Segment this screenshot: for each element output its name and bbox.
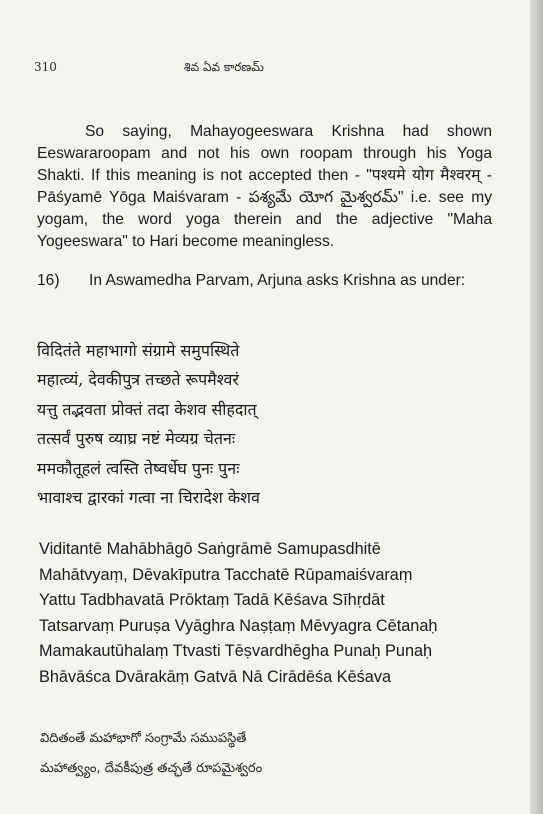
page-edge bbox=[530, 0, 543, 814]
paragraph-16 bbox=[37, 270, 492, 292]
telugu-line: మహాత్వ్యం, దేవకీపుత్ర తచ్ఛతే రూపమైశ్వరం bbox=[40, 761, 263, 776]
running-title: శివ ఏవ కారణమ్ bbox=[184, 60, 264, 74]
paragraph-intro: So saying, Mahayogeeswara Krishna had shown Eeswararoopam and not his own roopam through his Yoga Shakti. If this meaning is not accepted then - "पश्यमे योग मैश्वरम् - Pāśyamē Yōga Maiśvaram - పశ్యమే యోగ మైశ్వరమ్" i.e. see my yogam, the word yoga therein and the adjective "Maha Yogeeswara" to Hari become meaningless. bbox=[37, 123, 492, 250]
transliteration-line: Viditantē Mahābhāgō Saṅgrāmē Samupasdhitē bbox=[39, 540, 381, 558]
sanskrit-line: तत्सर्वं पुरुष व्याघ्र नष्टं मेव्यग्र चेतनः bbox=[37, 429, 236, 449]
sanskrit-line: ममकौतूहलं त्वस्ति तेष्वर्धेघ पुनः पुनः bbox=[37, 458, 240, 478]
transliteration-line: Mamakautūhalaṃ Ttvasti Tēṣvardhēgha Punaḥ Punaḥ bbox=[39, 642, 433, 660]
sanskrit-line: यत्तु तद्भवता प्रोक्तं तदा केशव सीहदात् bbox=[37, 399, 257, 419]
paragraph-number: 16) bbox=[37, 272, 60, 289]
telugu-line: విదితంతే మహాభాగో సంగ్రామే సముపస్థితే bbox=[40, 731, 247, 746]
page-number: 310 bbox=[34, 60, 57, 74]
transliteration-line: Mahātvyaṃ, Dēvakīputra Tacchatē Rūpamaiśvaraṃ bbox=[39, 565, 413, 584]
transliteration-line: Tatsarvaṃ Puruṣa Vyāghra Naṣṭaṃ Mēvyagra Cētanaḥ bbox=[39, 616, 438, 635]
paragraph-16-text: In Aswamedha Parvam, Arjuna asks Krishna as under: bbox=[89, 272, 466, 289]
sanskrit-verse-block bbox=[37, 336, 260, 512]
telugu-verse-block bbox=[40, 724, 262, 784]
transliteration-line: Yattu Tadbhavatā Prōktaṃ Tadā Kēśava Sīhṛdāt bbox=[39, 591, 385, 609]
sanskrit-line: भावाश्च द्वारकां गत्वा ना चिरादेश केशव bbox=[37, 487, 260, 507]
sanskrit-line: विदितंते महाभागो संग्रामे समुपस्थिते bbox=[37, 341, 240, 360]
transliteration-line: Bhāvāśca Dvārakāṃ Gatvā Nā Cirādēśa Kēśava bbox=[39, 667, 392, 686]
sanskrit-line: महात्व्यं, देवकीपुत्र तच्छते रूपमैश्वरं bbox=[37, 370, 239, 390]
transliteration-block bbox=[39, 537, 437, 690]
